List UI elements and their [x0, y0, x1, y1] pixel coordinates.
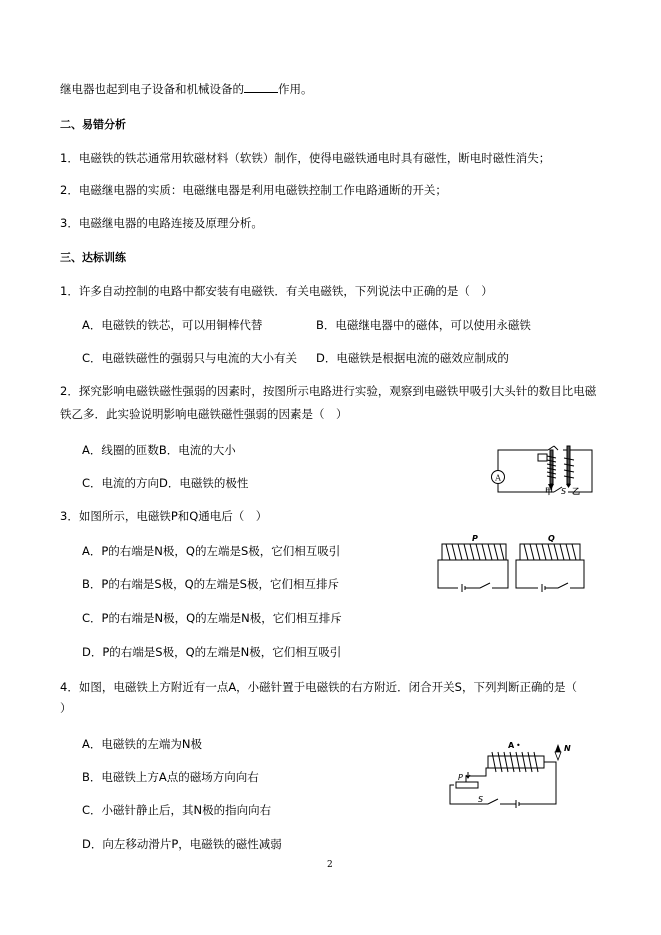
yi-label: 乙 [572, 487, 580, 496]
q1-option-a: A．电磁铁的铁芯，可以用铜棒代替 [82, 318, 263, 332]
q4-option-c: C．小磁针静止后，其N极的指向向右 [82, 803, 272, 817]
page-number: 2 [327, 860, 333, 870]
q4-circuit-figure [448, 738, 574, 808]
q3-option-c: C．P的右端是N极，Q的左端是N极，它们相互排斥 [82, 611, 342, 625]
q3-stem: 3．如图所示，电磁铁P和Q通电后（ ） [60, 509, 268, 523]
q2-stem-line-2: 铁乙多．此实验说明影响电磁铁磁性强弱的因素是（ ） [60, 407, 348, 421]
label-q: Q [548, 534, 555, 543]
q4-option-d: D．向左移动滑片P，电磁铁的磁性减弱 [82, 837, 282, 851]
q3-option-b: B．P的右端是S极，Q的左端是S极，它们相互排斥 [82, 577, 339, 591]
switch-label: S [561, 487, 567, 496]
intro-text: 继电器也起到电子设备和机械设备的 [60, 82, 244, 96]
q1-option-c: C．电磁铁磁性的强弱只与电流的大小有关 [82, 351, 298, 365]
section-2-title: 二、易错分析 [60, 118, 126, 131]
label-a: A [508, 741, 515, 750]
section-2-item-1: 1．电磁铁的铁芯通常用软磁材料（软铁）制作，使得电磁铁通电时具有磁性，断电时磁性消失； [60, 151, 551, 165]
label-n: N [564, 744, 571, 753]
section-3-title: 三、达标训练 [60, 251, 126, 264]
fill-blank [244, 80, 278, 93]
q3-option-a: A．P的右端是N极，Q的左端是S极，它们相互吸引 [82, 544, 341, 558]
q2-circuit-figure [488, 436, 604, 498]
label-s-switch: S [478, 795, 484, 804]
q2-stem-line-1: 2．探究影响电磁铁磁性强弱的因素时，按图所示电路进行实验，观察到电磁铁甲吸引大头针的数目比电磁 [60, 384, 597, 398]
q2-option-ab: A．线圈的匝数B．电流的大小 [82, 443, 236, 457]
intro-line [60, 80, 313, 97]
q2-option-cd: C．电流的方向D．电磁铁的极性 [82, 476, 249, 490]
label-p: P [472, 534, 478, 543]
q4-option-a: A．电磁铁的左端为N极 [82, 737, 202, 751]
q1-option-b: B．电磁继电器中的磁体，可以使用永磁铁 [316, 318, 531, 332]
label-p-slider: P [458, 773, 463, 782]
intro-end-text: 作用。 [278, 82, 313, 96]
q4-option-b: B．电磁铁上方A点的磁场方向向右 [82, 770, 259, 784]
q4-stem-line-1: 4．如图，电磁铁上方附近有一点A，小磁针置于电磁铁的右方附近．闭合开关S，下列判断正确的是（ [60, 680, 577, 694]
q4-stem-line-2: ） [60, 701, 72, 715]
point-a-mark: • [516, 741, 521, 750]
compass-needle-icon [555, 744, 561, 760]
q1-option-d: D．电磁铁是根据电流的磁效应制成的 [316, 351, 509, 365]
q1-stem: 1．许多自动控制的电路中都安装有电磁铁．有关电磁铁，下列说法中正确的是（ ） [60, 284, 493, 298]
ammeter-label: A [495, 473, 501, 483]
section-2-item-2: 2．电磁继电器的实质：电磁继电器是利用电磁铁控制工作电路通断的开关； [60, 183, 447, 197]
q3-option-d: D．P的右端是S极，Q的左端是N极，它们相互吸引 [82, 645, 342, 659]
q3-electromagnets-figure [436, 532, 586, 600]
section-2-item-3: 3．电磁继电器的电路连接及原理分析。 [60, 216, 263, 230]
jia-label: 甲 [545, 487, 553, 496]
